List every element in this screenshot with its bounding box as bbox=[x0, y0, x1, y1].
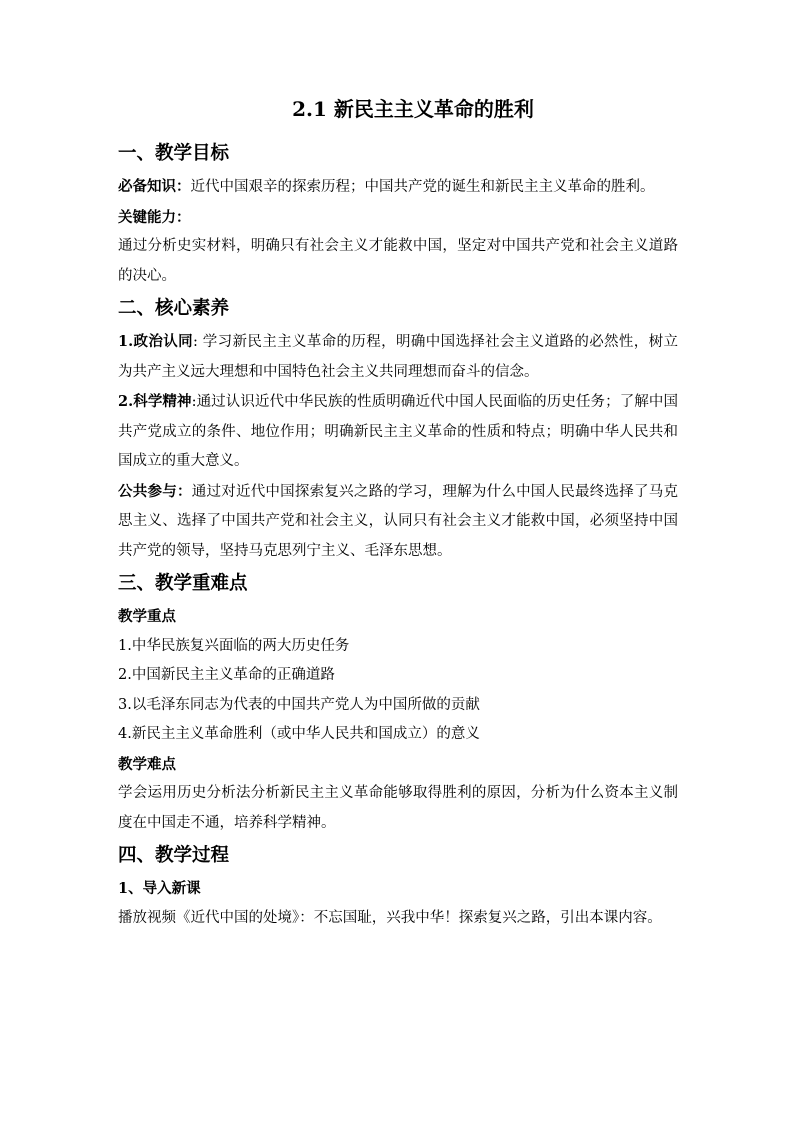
section-heading-key-points: 三、教学重难点 bbox=[118, 573, 248, 594]
literacy-label-1: 1.政治认同 bbox=[118, 333, 193, 350]
knowledge-text: 近代中国艰辛的探索历程；中国共产党的诞生和新民主主义革命的胜利。 bbox=[190, 179, 655, 195]
section-heading-objectives: 一、教学目标 bbox=[118, 143, 230, 164]
section-heading-literacy: 二、核心素养 bbox=[118, 298, 230, 319]
literacy-paragraph-1 bbox=[118, 327, 678, 387]
key-points-label: 教学重点 bbox=[118, 608, 176, 625]
ability-label: 关键能力： bbox=[118, 208, 191, 226]
key-point-item: 2.中国新民主主义革命的正确道路 bbox=[118, 667, 335, 683]
ability-text: 通过分析史实材料，明确只有社会主义才能救中国，坚定对中国共产党和社会主义道路的决心。 bbox=[118, 238, 678, 284]
document-content bbox=[118, 94, 678, 933]
difficulty-label: 教学难点 bbox=[118, 755, 176, 773]
document-title: 2.1 新民主主义革命的胜利 bbox=[292, 97, 534, 121]
key-point-item: 4.新民主主义革命胜利（或中华人民共和国成立）的意义 bbox=[118, 726, 480, 742]
knowledge-paragraph bbox=[118, 172, 678, 203]
knowledge-label: 必备知识： bbox=[118, 178, 191, 195]
literacy-text-2: :通过认识近代中华民族的性质明确近代中国人民面临的历史任务；了解中国共产党成立的条件、地位作用；明确新民主主义革命的性质和特点；明确中华人民共和国成立的重大意义。 bbox=[118, 394, 678, 469]
key-point-item: 1.中华民族复兴面临的两大历史任务 bbox=[118, 637, 350, 654]
literacy-label-2: 2.科学精神 bbox=[118, 393, 192, 410]
literacy-label-3: 公共参与： bbox=[118, 482, 192, 500]
literacy-text-1: : 学习新民主主义革命的历程，明确中国选择社会主义道路的必然性，树立为共产主义远大理想和中国特色社会主义共同理想而奋斗的信念。 bbox=[118, 334, 678, 380]
difficulty-text: 学会运用历史分析法分析新民主主义革命能够取得胜利的原因，分析为什么资本主义制度在中国走不通，培养科学精神。 bbox=[118, 785, 678, 831]
process-subheading: 1、导入新课 bbox=[118, 880, 201, 897]
literacy-text-3: 通过对近代中国探索复兴之路的学习，理解为什么中国人民最终选择了马克思主义、选择了中国共产党和社会主义，认同只有社会主义才能救中国，必须坚持中国共产党的领导，坚持马克思列宁主义、毛泽东思想。 bbox=[118, 483, 678, 559]
literacy-paragraph-3 bbox=[118, 477, 678, 567]
key-point-item: 3.以毛泽东同志为代表的中国共产党人为中国所做的贡献 bbox=[118, 696, 480, 713]
section-heading-process: 四、教学过程 bbox=[118, 845, 230, 866]
literacy-paragraph-2 bbox=[118, 387, 678, 477]
process-text: 播放视频《近代中国的处境》：不忘国耻，兴我中华！探索复兴之路，引出本课内容。 bbox=[118, 909, 662, 926]
